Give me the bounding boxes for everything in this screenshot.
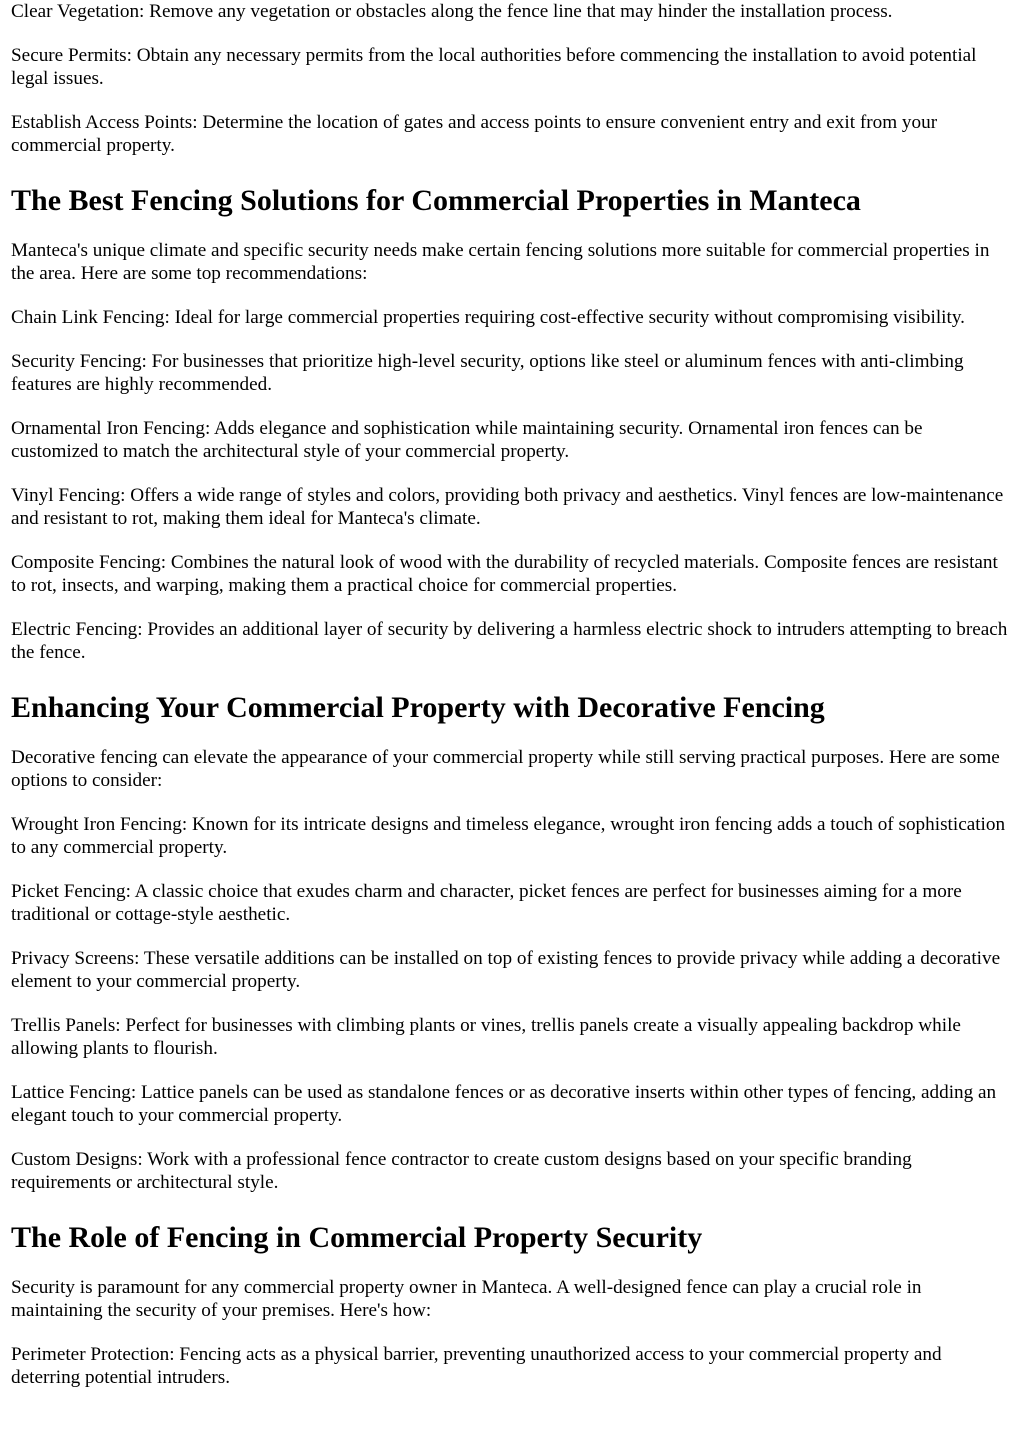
paragraph-composite: Composite Fencing: Combines the natural look of wood with the durability of recycled materials. Composite fences are resistant to rot, insects, and warping, making them a practical choice for commercial properties. <box>11 552 998 596</box>
paragraph-perimeter-protection: Perimeter Protection: Fencing acts as a physical barrier, preventing unauthorized access to your commercial property and deterring potential intruders. <box>11 1344 942 1388</box>
paragraph-vinyl: Vinyl Fencing: Offers a wide range of styles and colors, providing both privacy and aesthetics. Vinyl fences are low-maintenance and resistant to rot, making them ideal for Manteca's climate. <box>11 485 1004 529</box>
heading-role-of-fencing: The Role of Fencing in Commercial Property Security <box>11 1221 703 1254</box>
paragraph-manteca-intro: Manteca's unique climate and specific security needs make certain fencing solutions more suitable for commercial properties in the area. Here are some top recommendations: <box>11 240 990 284</box>
paragraph-chain-link: Chain Link Fencing: Ideal for large commercial properties requiring cost-effective security without compromising visibility. <box>11 307 965 328</box>
paragraph-privacy-screens: Privacy Screens: These versatile additions can be installed on top of existing fences to provide privacy while adding a decorative element to your commercial property. <box>11 948 1001 992</box>
heading-best-fencing-solutions: The Best Fencing Solutions for Commercial Properties in Manteca <box>11 184 861 217</box>
paragraph-decorative-intro: Decorative fencing can elevate the appearance of your commercial property while still serving practical purposes. Here are some options to consider: <box>11 747 1000 791</box>
paragraph-clear-vegetation: Clear Vegetation: Remove any vegetation or obstacles along the fence line that may hinder the installation process. <box>11 1 893 22</box>
paragraph-secure-permits: Secure Permits: Obtain any necessary permits from the local authorities before commencing the installation to avoid potential legal issues. <box>11 45 977 89</box>
heading-decorative-fencing: Enhancing Your Commercial Property with Decorative Fencing <box>11 691 825 724</box>
paragraph-security-fencing: Security Fencing: For businesses that prioritize high-level security, options like steel or aluminum fences with anti-climbing features are highly recommended. <box>11 351 964 395</box>
paragraph-electric: Electric Fencing: Provides an additional layer of security by delivering a harmless electric shock to intruders attempting to breach the fence. <box>11 619 1008 663</box>
paragraph-trellis: Trellis Panels: Perfect for businesses with climbing plants or vines, trellis panels create a visually appealing backdrop while allowing plants to flourish. <box>11 1015 961 1059</box>
paragraph-custom-designs: Custom Designs: Work with a professional fence contractor to create custom designs based on your specific branding requirements or architectural style. <box>11 1149 912 1193</box>
paragraph-security-intro: Security is paramount for any commercial property owner in Manteca. A well-designed fence can play a crucial role in maintaining the security of your premises. Here's how: <box>11 1277 922 1321</box>
paragraph-lattice: Lattice Fencing: Lattice panels can be used as standalone fences or as decorative inserts within other types of fencing, adding an elegant touch to your commercial property. <box>11 1082 997 1126</box>
paragraph-ornamental-iron: Ornamental Iron Fencing: Adds elegance and sophistication while maintaining security. Ornamental iron fences can be customized to match the architectural style of your commercial property. <box>11 418 923 462</box>
paragraph-establish-access-points: Establish Access Points: Determine the location of gates and access points to ensure convenient entry and exit from your commercial property. <box>11 112 938 156</box>
paragraph-wrought-iron: Wrought Iron Fencing: Known for its intricate designs and timeless elegance, wrought iron fencing adds a touch of sophistication to any commercial property. <box>11 814 1006 858</box>
paragraph-picket: Picket Fencing: A classic choice that exudes charm and character, picket fences are perfect for businesses aiming for a more traditional or cottage-style aesthetic. <box>11 881 962 925</box>
